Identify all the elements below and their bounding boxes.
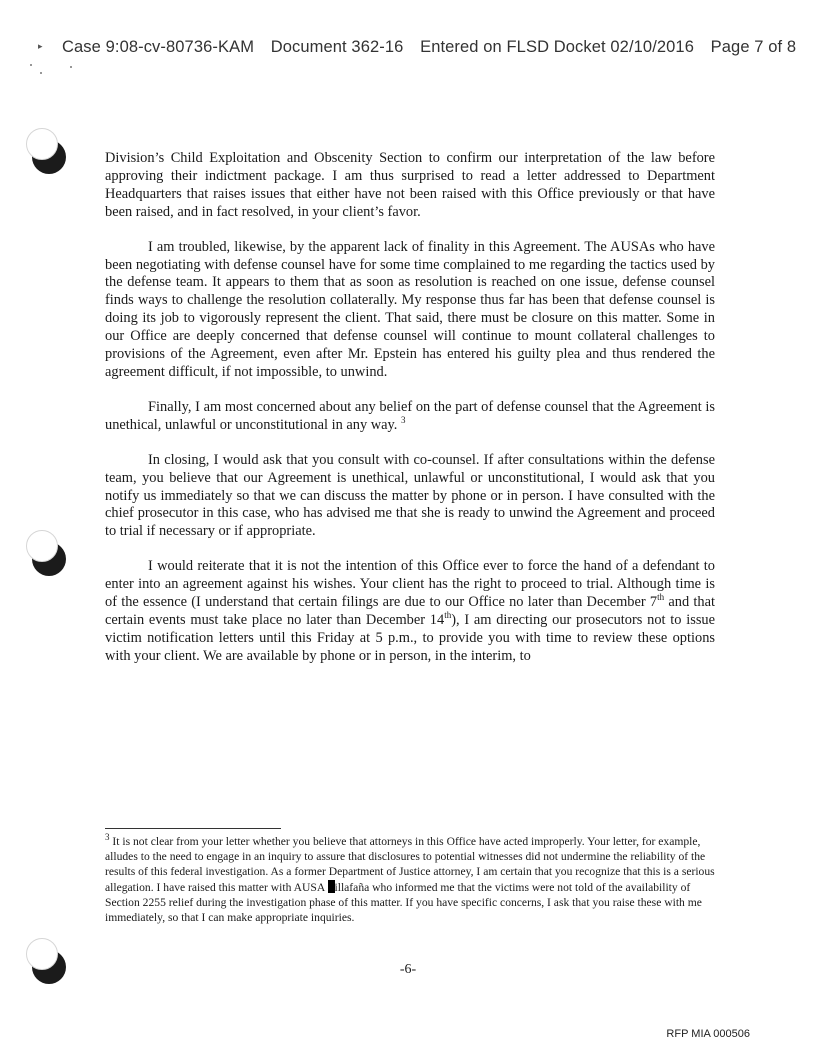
ordinal-suffix: th <box>657 592 665 603</box>
scan-speck <box>40 72 42 74</box>
paragraph-closing: In closing, I would ask that you consult with co-counsel. If after consultations within the defense team, you believe that our Agreement is unethical, unlawful or unconstitutional, I would ask that you notify us immediately so that we can discuss the matter by phone or in person. I have consulted with the chief prosecutor in this case, who has advised me that she is ready to unwind the Agreement and proceed to trial if necessary or if appropriate. <box>105 451 715 540</box>
scan-mark: ▸ <box>38 42 43 52</box>
paragraph-reiterate-text-c: ), I am directing our prosecutors not to issue victim notification letters until this Friday at 5 p.m., to provide you with time to review these options with your client. We are available by phone or in person, in the interim, to <box>105 611 716 664</box>
punch-hole-top <box>32 140 66 174</box>
paragraph-continuation: Division’s Child Exploitation and Obscenity Section to confirm our interpretation of the law before approving their indictment package. I am thus surprised to read a letter addressed to Department Headquarters that raises issues that either have not been raised with this Office previously or that have been raised, and in fact resolved, in your client’s favor. <box>105 150 715 220</box>
paragraph-concern <box>105 399 715 435</box>
entered-date: Entered on FLSD Docket 02/10/2016 <box>420 38 694 56</box>
footnote-text-a: It is not clear from your letter whether you believe that attorneys in this Office have acted improperly. Your letter, for example, alludes to the need to engage in an inquiry to assure that disclosures to potential witnesses did not undermine the reliability of the results of this federal investigation. As a former Department of Justice attorney, I am certain that you recognize that this is a serious allegation. I have raised this matter with AUSA <box>105 835 715 894</box>
redaction-box <box>328 880 335 893</box>
page-number: -6- <box>399 962 417 977</box>
scan-speck <box>70 66 72 68</box>
scan-speck <box>30 64 32 66</box>
paragraph-finality: I am troubled, likewise, by the apparent lack of finality in this Agreement. The AUSAs who have been negotiating with defense counsel have for some time complained to me regarding the tactics used by the defense team. It appears to them that as soon as resolution is reached on one issue, defense counsel finds ways to challenge the resolution collaterally. My response thus far has been that defense counsel is doing its job to vigorously represent the client. That said, there must be closure on this matter. Some in our Office are deeply concerned that defense counsel will continue to mount collateral challenges to provisions of the Agreement, even after Mr. Epstein has entered his guilty plea and thus rendered the agreement difficult, if not impossible, to unwind. <box>105 238 715 380</box>
footnote <box>105 834 715 925</box>
footnote-marker: 3 <box>105 832 110 843</box>
paragraph-reiterate-text-a: I would reiterate that it is not the intention of this Office ever to force the hand of a defendant to enter into an agreement against his wishes. Your client has the right to proceed to trial. Although time is of the essence (I understand that certain filings are due to our Office no later than December 7 <box>105 558 715 611</box>
bates-number: RFP MIA 000506 <box>666 1028 750 1040</box>
ordinal-suffix: th <box>444 610 452 621</box>
letter-body <box>105 150 715 683</box>
case-number: Case 9:08-cv-80736-KAM <box>62 38 255 56</box>
document-number: Document 362-16 <box>270 38 404 56</box>
footnote-text <box>105 834 715 925</box>
docket-header <box>62 38 796 57</box>
footnote-reference: 3 <box>401 414 406 425</box>
page-indicator: Page 7 of 8 <box>710 38 797 56</box>
footnote-divider <box>105 828 281 829</box>
paragraph-reiterate-text-b: and that certain events must take place no later than December 14 <box>105 594 715 628</box>
paragraph-reiterate <box>105 558 715 665</box>
footnote-text-b: illafaña who informed me that the victims were not told of the availability of Section 2255 relief during the investigation phase of this matter. If you have specific concerns, I ask that you raise these with me immediately, so that I can make appropriate inquiries. <box>105 880 702 925</box>
paragraph-concern-text: Finally, I am most concerned about any belief on the part of defense counsel that the Agreement is unethical, unlawful or unconstitutional in any way. <box>105 398 715 433</box>
punch-hole-middle <box>32 542 66 576</box>
